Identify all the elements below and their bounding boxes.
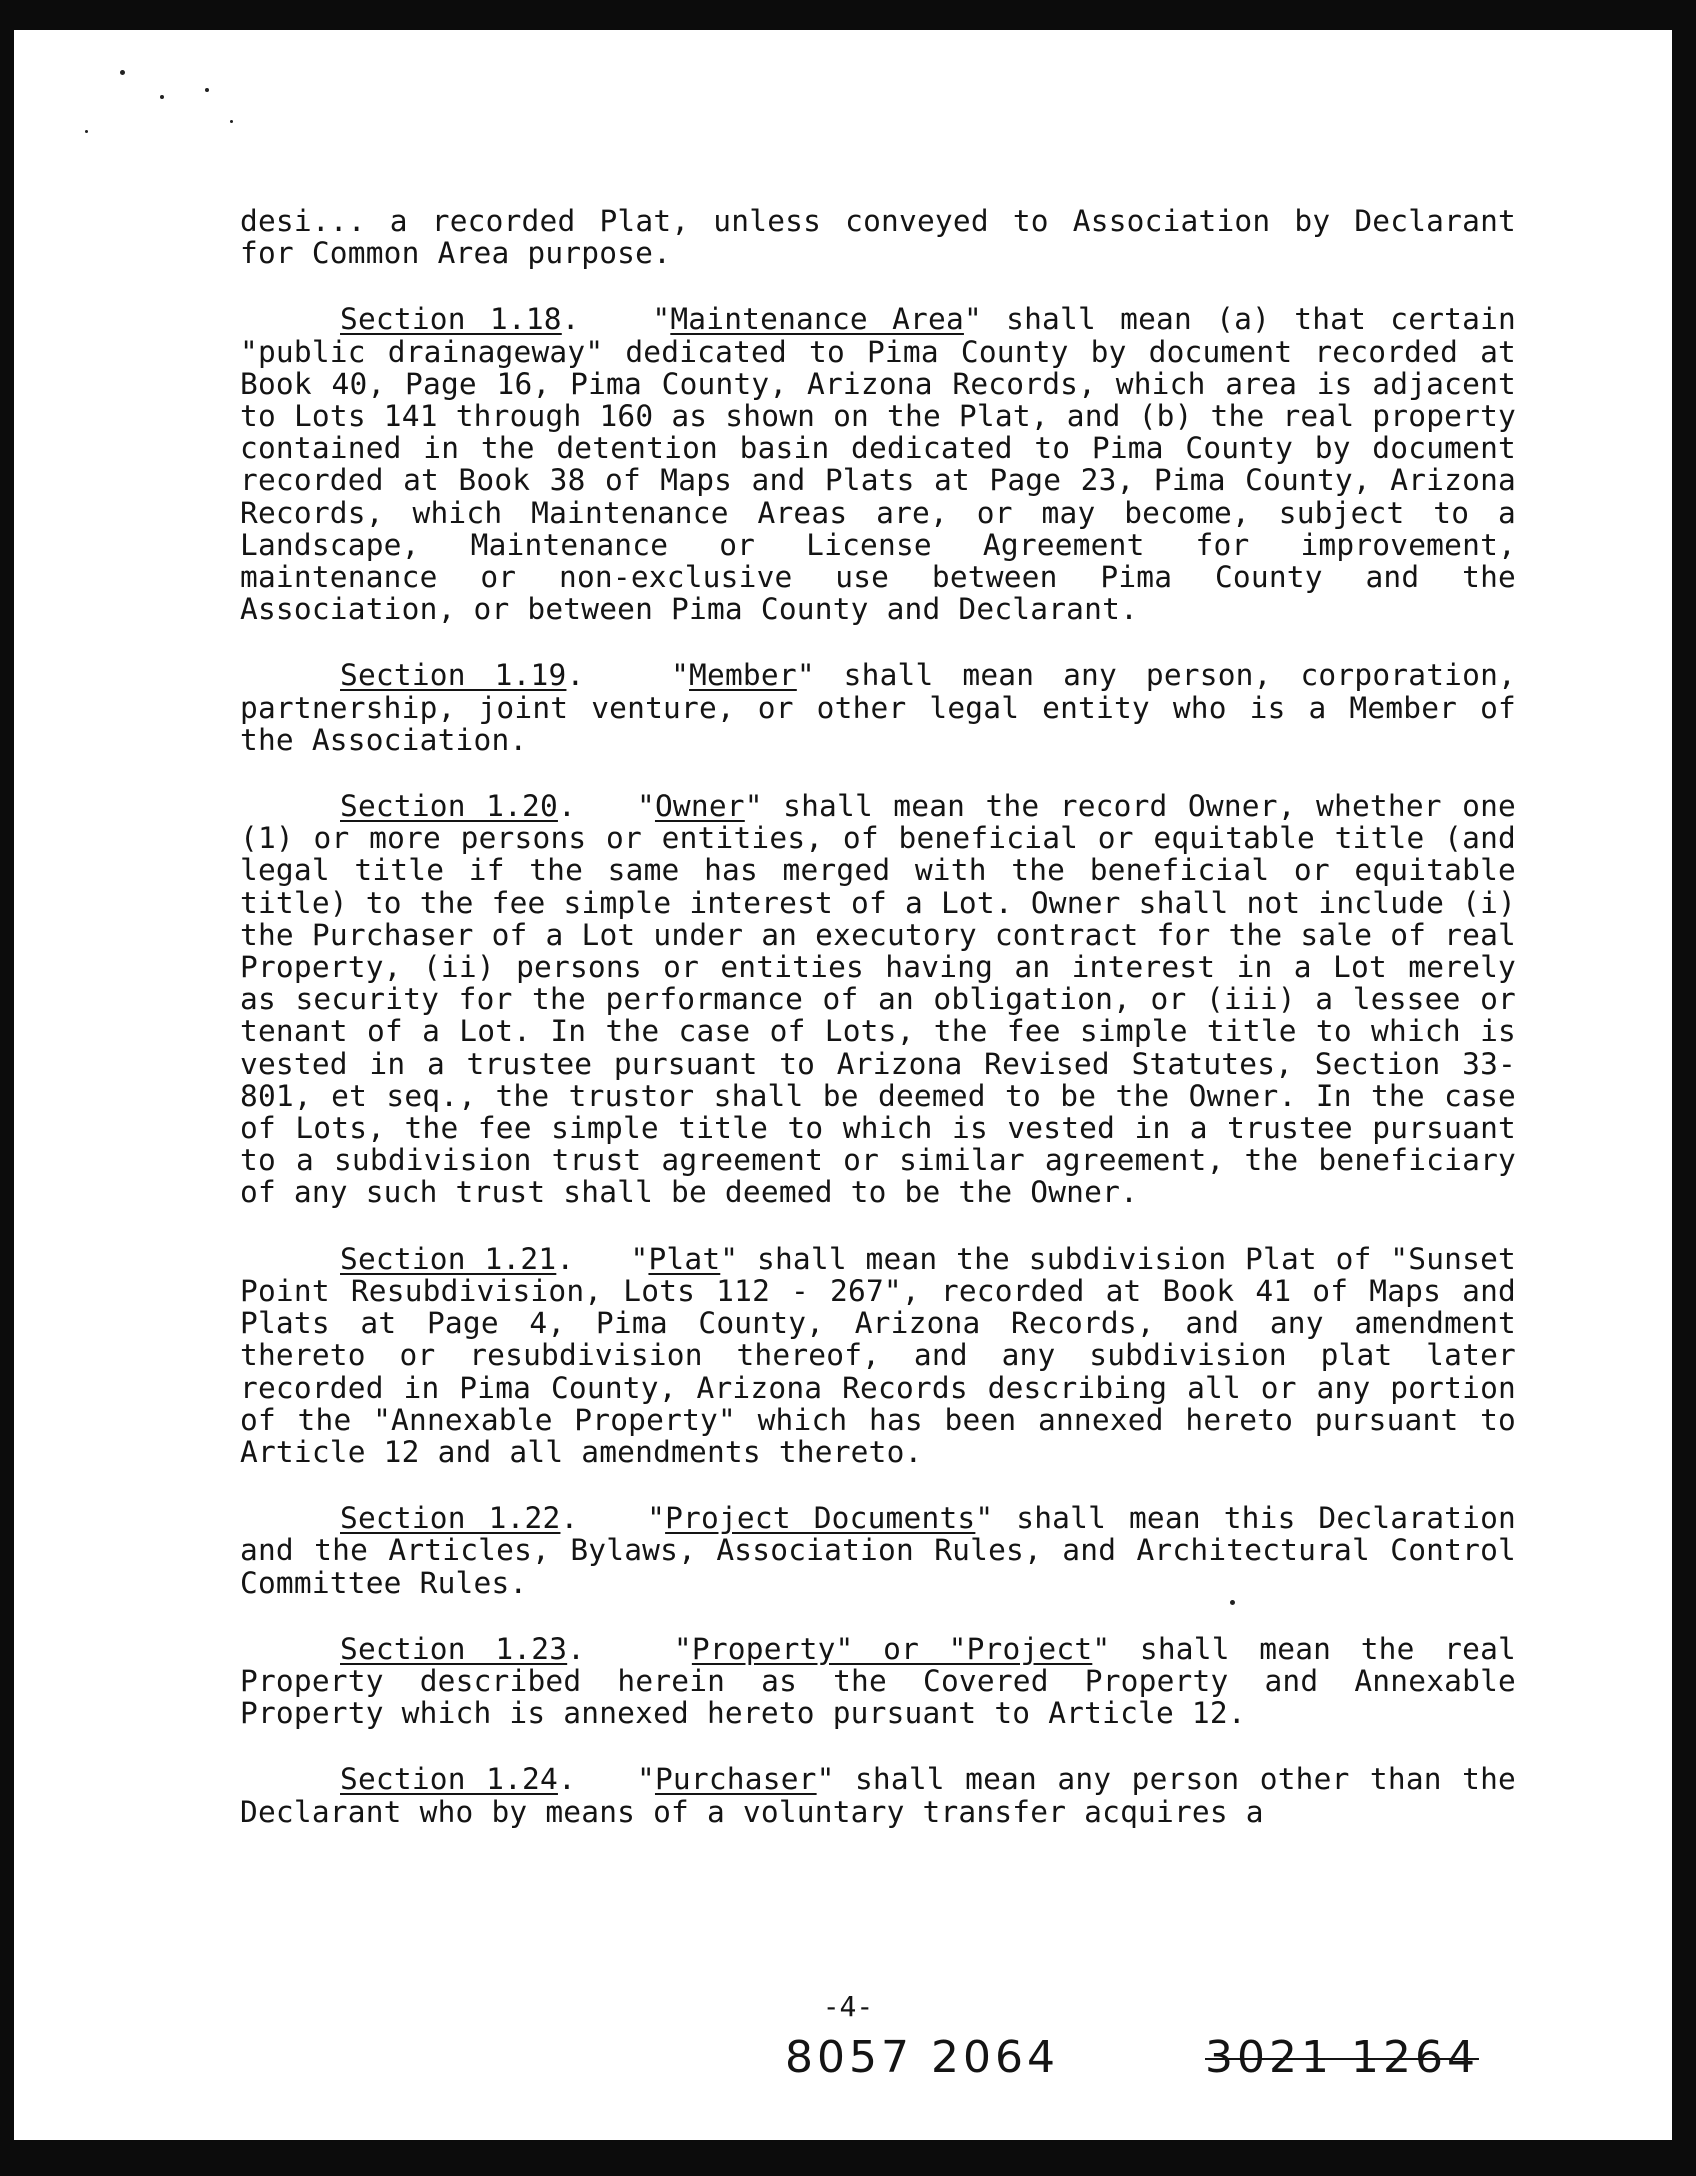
- section-text: shall mean the real Property described herein as the Covered Property and Annexable Property which is annexed hereto pursuant to Article 12.: [240, 1631, 1517, 1731]
- section-text: shall mean any person other than the Declarant who by means of a voluntary transfer acquires a: [240, 1762, 1517, 1829]
- section-text: shall mean (a) that certain "public drainageway" dedicated to Pima County by document recorded at Book 40, Page 16, Pima County, Arizona Records, which area is adjacent to Lots 141 through 160 as shown on the Plat, and (b) the real property contained in the detention basin dedicated to Pima County by document recorded at Book 38 of Maps and Plats at Page 23, Pima County, Arizona Records, which Maintenance Areas are, or may become, subject to a Landscape, Maintenance or License Agreement for improvement, maintenance or non-exclusive use between Pima County and the Association, or between Pima County and Declarant.: [240, 302, 1517, 627]
- section-1-21: Section 1.21. "Plat" shall mean the subdivision Plat of "Sunset Point Resubdivision, Lots 112 - 267", recorded at Book 41 of Maps and Plats at Page 4, Pima County, Arizona Records, and any amendment thereto or resubdivision thereof, and any subdivision plat later recorded in Pima County, Arizona Records describing all or any portion of the "Annexable Property" which has been annexed hereto pursuant to Article 12 and all amendments thereto.: [240, 1241, 1517, 1469]
- section-number: Section 1.21: [340, 1241, 557, 1276]
- scan-border-left: [0, 0, 14, 2176]
- section-number: Section 1.22: [340, 1501, 561, 1536]
- defined-term: Property" or "Project: [691, 1631, 1093, 1666]
- scan-speckle: [205, 88, 209, 92]
- section-number: Section 1.24: [340, 1762, 558, 1797]
- defined-term: Project Documents: [665, 1501, 976, 1536]
- section-1-22: Section 1.22. "Project Documents" shall mean this Declaration and the Articles, Bylaws, Association Rules, and Architectural Control Committee Rules.: [240, 1501, 1517, 1600]
- section-1-18: Section 1.18. "Maintenance Area" shall mean (a) that certain "public drainageway" dedicated to Pima County by document recorded at Book 40, Page 16, Pima County, Arizona Records, which area is adjacent to Lots 141 through 160 as shown on the Plat, and (b) the real property contained in the detention basin dedicated to Pima County by document recorded at Book 38 of Maps and Plats at Page 23, Pima County, Arizona Records, which Maintenance Areas are, or may become, subject to a Landscape, Maintenance or License Agreement for improvement, maintenance or non-exclusive use between Pima County and the Association, or between Pima County and Declarant.: [240, 302, 1517, 627]
- paragraph-text: desi... a recorded Plat, unless conveyed to Association by Declarant for Common Area purpose.: [240, 204, 1516, 271]
- defined-term: Maintenance Area: [670, 302, 964, 337]
- section-number: Section 1.19: [340, 658, 567, 693]
- recording-number: 8057 2064: [785, 2032, 1059, 2083]
- scan-speckle: [85, 130, 88, 133]
- section-text: shall mean any person, corporation, partnership, joint venture, or other legal entity who is a Member of the Association.: [240, 658, 1516, 757]
- section-number: Section 1.23: [340, 1631, 568, 1666]
- defined-term: Purchaser: [654, 1762, 817, 1797]
- scan-border-bottom: [0, 2140, 1696, 2176]
- section-text: shall mean the record Owner, whether one (1) or more persons or entities, of beneficial or equitable title (and legal title if the same has merged with the beneficial or equitable title) to the fee simple interest of a Lot. Owner shall not include (i) the Purchaser of a Lot under an executory contract for the sale of real Property, (ii) persons or entities having an interest in a Lot merely as security for the performance of an obligation, or (iii) a lessee or tenant of a Lot. In the case of Lots, the fee simple title to which is vested in a trustee pursuant to Arizona Revised Statutes, Section 33-801, et seq., the trustor shall be deemed to be the Owner. In the case of Lots, the fee simple title to which is vested in a trustee pursuant to a subdivision trust agreement or similar agreement, the beneficiary of any such trust shall be deemed to be the Owner.: [240, 789, 1516, 1210]
- page-number: -4-: [822, 1990, 874, 2023]
- section-1-19: Section 1.19. "Member" shall mean any person, corporation, partnership, joint venture, or other legal entity who is a Member of the Association.: [240, 658, 1516, 757]
- scan-border-right: [1672, 0, 1696, 2176]
- document-page: [240, 205, 1516, 1828]
- scan-border-top: [0, 0, 1696, 30]
- section-1-20: Section 1.20. "Owner" shall mean the record Owner, whether one (1) or more persons or entities, of beneficial or equitable title (and legal title if the same has merged with the beneficial or equitable title) to the fee simple interest of a Lot. Owner shall not include (i) the Purchaser of a Lot under an executory contract for the sale of real Property, (ii) persons or entities having an interest in a Lot merely as security for the performance of an obligation, or (iii) a lessee or tenant of a Lot. In the case of Lots, the fee simple title to which is vested in a trustee pursuant to Arizona Revised Statutes, Section 33-801, et seq., the trustor shall be deemed to be the Owner. In the case of Lots, the fee simple title to which is vested in a trustee pursuant to a subdivision trust agreement or similar agreement, the beneficiary of any such trust shall be deemed to be the Owner.: [240, 789, 1516, 1210]
- section-text: shall mean the subdivision Plat of "Sunset Point Resubdivision, Lots 112 - 267", recorded at Book 41 of Maps and Plats at Page 4, Pima County, Arizona Records, and any amendment thereto or resubdivision thereof, and any subdivision plat later recorded in Pima County, Arizona Records describing all or any portion of the "Annexable Property" which has been annexed hereto pursuant to Article 12 and all amendments thereto.: [240, 1241, 1517, 1469]
- section-number: Section 1.20: [340, 789, 558, 824]
- scan-speckle: [160, 95, 164, 99]
- scan-speckle: [230, 120, 233, 123]
- scan-speckle: [120, 70, 125, 75]
- section-number: Section 1.18: [340, 302, 562, 337]
- section-1-23: Section 1.23. "Property" or "Project" shall mean the real Property described herein as the Covered Property and Annexable Property which is annexed hereto pursuant to Article 12.: [240, 1631, 1517, 1731]
- section-text: shall mean this Declaration and the Articles, Bylaws, Association Rules, and Architectural Control Committee Rules.: [240, 1501, 1517, 1600]
- struck-recording-number: 3021 1264: [1205, 2032, 1479, 2083]
- paragraph-intro: [240, 205, 1516, 269]
- defined-term: Member: [689, 658, 797, 693]
- defined-term: Owner: [654, 789, 745, 824]
- defined-term: Plat: [648, 1241, 721, 1276]
- section-1-24: Section 1.24. "Purchaser" shall mean any person other than the Declarant who by means of a voluntary transfer acquires a: [240, 1762, 1517, 1829]
